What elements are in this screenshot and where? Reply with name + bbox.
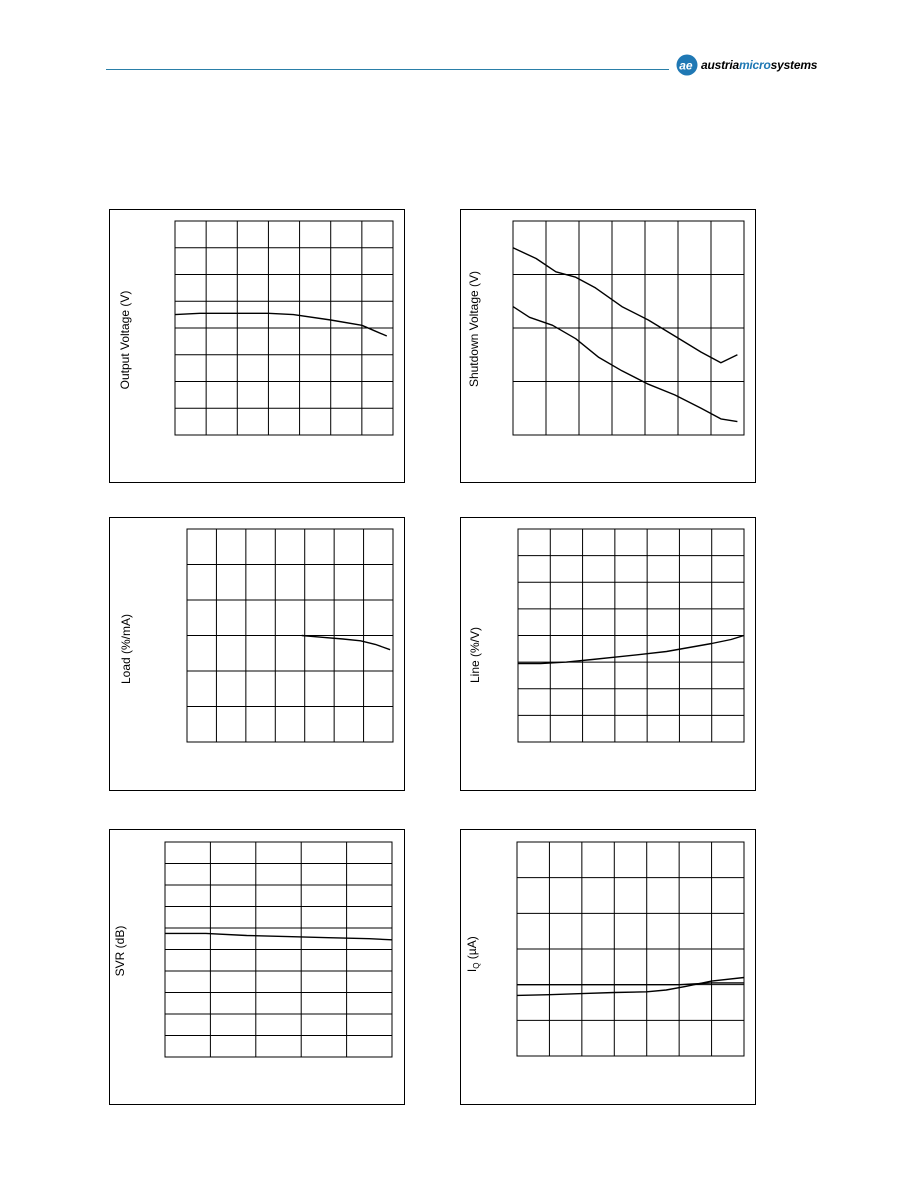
- y-axis-label: Line (%/V): [468, 626, 482, 684]
- chart-panel-shutdown-voltage: [460, 209, 756, 483]
- chart-panel-output-voltage: [109, 209, 405, 483]
- y-axis-label-sub: Q: [472, 962, 482, 969]
- y-axis-label: SVR (dB): [113, 925, 127, 977]
- chart-panel-load-regulation: [109, 517, 405, 791]
- series-line-2: [513, 307, 737, 422]
- y-axis-label: Output Voltage (V): [118, 290, 132, 390]
- chart-shutdown-voltage: [461, 210, 757, 484]
- chart-load-regulation: [110, 518, 406, 792]
- company-logo: [676, 54, 817, 76]
- y-axis-label: Load (%/mA): [119, 613, 133, 685]
- svg-text:ae: ae: [679, 58, 693, 73]
- chart-output-voltage: [110, 210, 406, 484]
- series-line-1: [513, 248, 737, 363]
- header-rule: [106, 69, 669, 70]
- chart-line-regulation: [461, 518, 757, 792]
- y-axis-label-unit: (µA): [464, 936, 479, 963]
- chart-panel-svr: [109, 829, 405, 1105]
- series-line-2: [517, 978, 744, 996]
- y-axis-label: Shutdown Voltage (V): [467, 270, 481, 388]
- logo-text: austriamicrosystems: [701, 58, 818, 72]
- series-line-1: [165, 933, 392, 939]
- series-line-1: [518, 636, 744, 664]
- chart-panel-quiescent-current: [460, 829, 756, 1105]
- y-axis-label-main: I: [464, 968, 479, 973]
- series-line-1: [175, 313, 387, 336]
- chart-quiescent-current: [461, 830, 757, 1106]
- series-line-1: [302, 636, 390, 650]
- logo-mark-icon: [676, 54, 698, 76]
- chart-panel-line-regulation: [460, 517, 756, 791]
- chart-svr: [110, 830, 406, 1106]
